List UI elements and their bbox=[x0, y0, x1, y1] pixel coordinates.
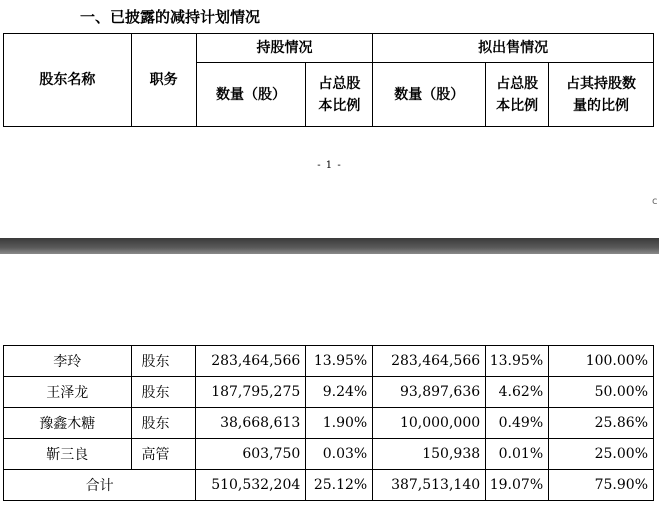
cell-position: 股东 bbox=[131, 377, 196, 408]
cell-held-qty: 603,750 bbox=[196, 439, 306, 470]
reduction-plan-header-table bbox=[3, 33, 654, 127]
header-held-pct-total: 占总股本比例 bbox=[306, 63, 373, 127]
cell-sale-pct-total: 0.01% bbox=[486, 439, 549, 470]
cell-held-pct: 0.03% bbox=[306, 439, 373, 470]
cell-sale-pct-holding: 100.00% bbox=[549, 346, 654, 377]
cell-held-pct: 13.95% bbox=[306, 346, 373, 377]
cell-held-qty: 283,464,566 bbox=[196, 346, 306, 377]
table-row bbox=[4, 408, 654, 439]
header-position: 职务 bbox=[131, 34, 196, 127]
header-sale-pct-holding: 占其持股数量的比例 bbox=[549, 63, 654, 127]
cell-total-held-pct: 25.12% bbox=[306, 470, 373, 501]
header-held-quantity: 数量（股） bbox=[196, 63, 306, 127]
cell-sale-pct-total: 13.95% bbox=[486, 346, 549, 377]
cell-sale-pct-total: 4.62% bbox=[486, 377, 549, 408]
cell-name: 王泽龙 bbox=[4, 377, 132, 408]
cell-total-sale-pct-holding: 75.90% bbox=[549, 470, 654, 501]
cell-held-qty: 38,668,613 bbox=[196, 408, 306, 439]
header-shareholder-name: 股东名称 bbox=[4, 34, 132, 127]
cell-sale-qty: 283,464,566 bbox=[373, 346, 486, 377]
cell-total-label: 合计 bbox=[4, 470, 196, 501]
header-holding-group: 持股情况 bbox=[196, 34, 373, 63]
cell-total-sale-pct-total: 19.07% bbox=[486, 470, 549, 501]
cell-sale-pct-holding: 25.00% bbox=[549, 439, 654, 470]
header-sale-pct-total: 占总股本比例 bbox=[486, 63, 549, 127]
cell-sale-pct-holding: 50.00% bbox=[549, 377, 654, 408]
page-divider bbox=[0, 238, 659, 254]
cell-held-pct: 9.24% bbox=[306, 377, 373, 408]
cell-total-held-qty: 510,532,204 bbox=[196, 470, 306, 501]
cell-position: 股东 bbox=[131, 408, 196, 439]
cell-position: 高管 bbox=[131, 439, 196, 470]
cell-sale-pct-holding: 25.86% bbox=[549, 408, 654, 439]
edge-mark: c bbox=[652, 196, 658, 207]
document-page-top bbox=[0, 0, 659, 238]
header-sale-quantity: 数量（股） bbox=[373, 63, 486, 127]
cell-held-pct: 1.90% bbox=[306, 408, 373, 439]
cell-position: 股东 bbox=[131, 346, 196, 377]
table-row bbox=[4, 346, 654, 377]
cell-sale-pct-total: 0.49% bbox=[486, 408, 549, 439]
reduction-plan-data-table bbox=[3, 345, 654, 501]
cell-name: 靳三良 bbox=[4, 439, 132, 470]
table-row bbox=[4, 439, 654, 470]
cell-held-qty: 187,795,275 bbox=[196, 377, 306, 408]
cell-sale-qty: 150,938 bbox=[373, 439, 486, 470]
cell-name: 豫鑫木糖 bbox=[4, 408, 132, 439]
cell-total-sale-qty: 387,513,140 bbox=[373, 470, 486, 501]
cell-sale-qty: 10,000,000 bbox=[373, 408, 486, 439]
total-row bbox=[4, 470, 654, 501]
page-number: - 1 - bbox=[317, 160, 342, 171]
header-planned-sale-group: 拟出售情况 bbox=[373, 34, 654, 63]
cell-name: 李玲 bbox=[4, 346, 132, 377]
table-row bbox=[4, 377, 654, 408]
section-title: 一、已披露的减持计划情况 bbox=[80, 8, 261, 26]
cell-sale-qty: 93,897,636 bbox=[373, 377, 486, 408]
